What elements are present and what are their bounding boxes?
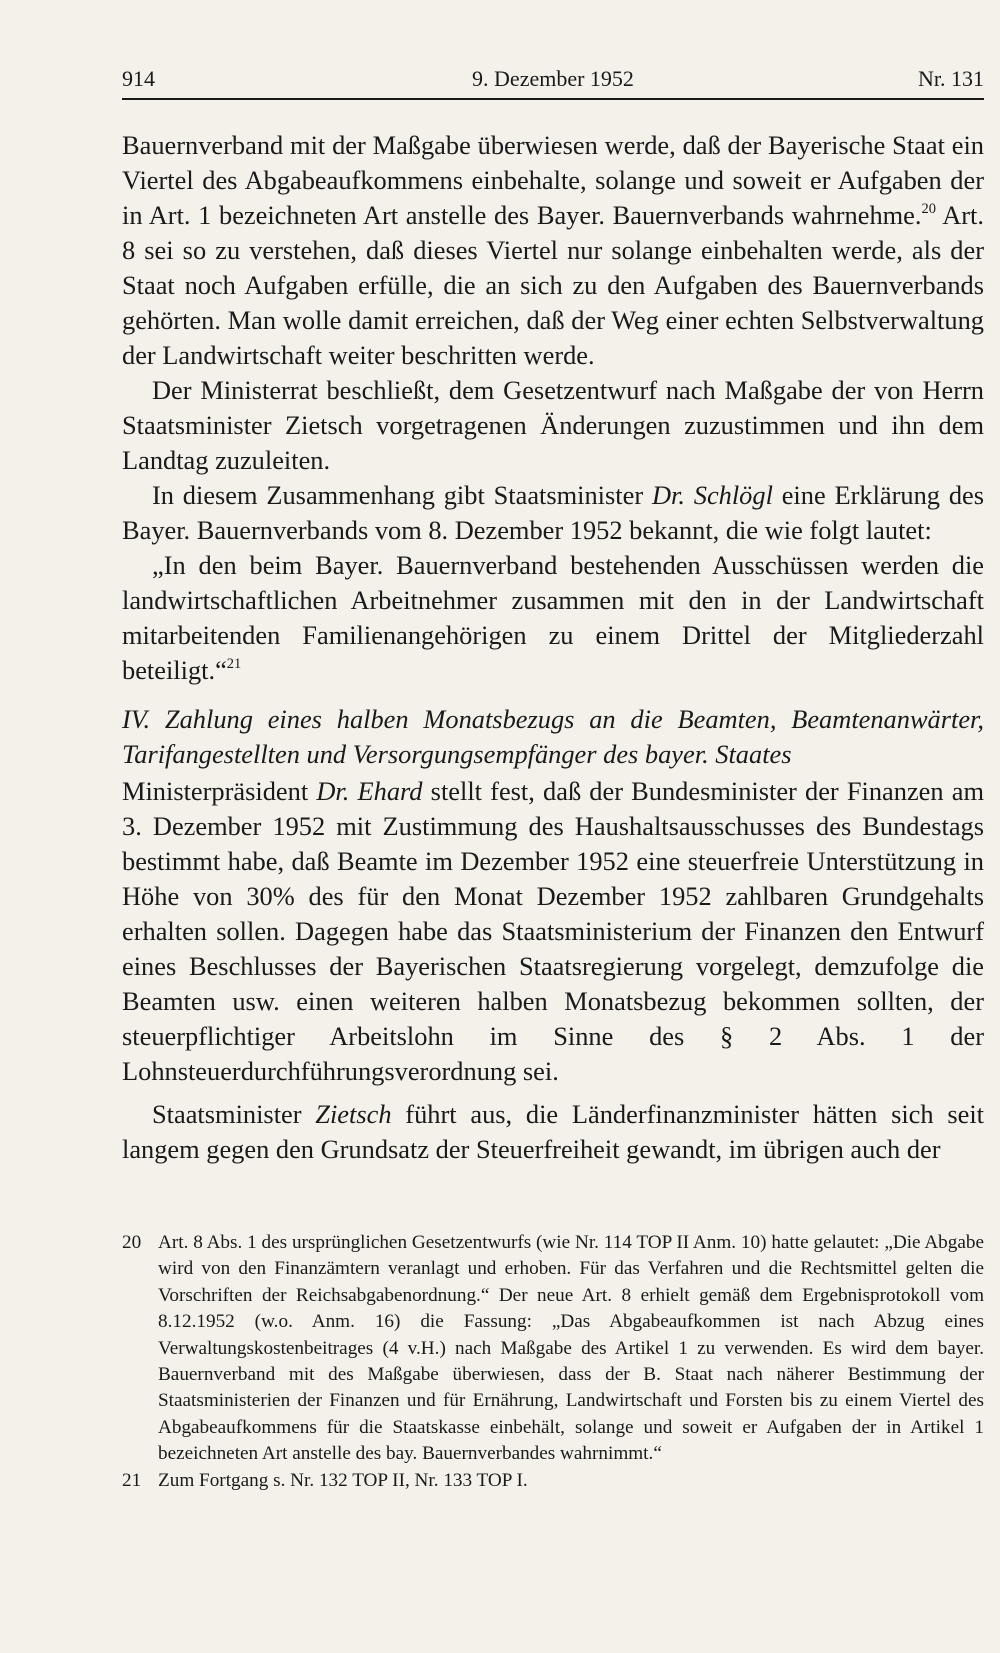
paragraph-text: führt aus, die Länderfinanzminister hätten sich seit langem gegen den Grundsatz der Steuerfreiheit gewandt, im übrigen auch der [122,1099,984,1164]
paragraph-ehard [122,774,984,1089]
footnote-text: Art. 8 Abs. 1 des ursprünglichen Gesetzentwurfs (wie Nr. 114 TOP II Anm. 10) hatte gelautet: „Die Abgabe wird von den Finanzämtern veranlagt und erhoben. Für das Verfahren und die Rechtsmittel gelten die Vorschriften der Reichsabgabenordnung.“ Der neue Art. 8 erhielt gemäß dem Ergebnisprotokoll vom 8.12.1952 (w.o. Anm. 16) die Fassung: „Das Abgabeaufkommen ist nach Abzug eines Verwaltungskostenbeitrages (4 v.H.) nach Maßgabe des Artikel 1 zu verwenden. Es wird dem bayer. Bauernverband mit des Maßgabe überwiesen, dass der B. Staat nach näherer Bestimmung der Staatsministerien der Finanzen und für Ernährung, Landwirtschaft und Forsten bis zu einem Viertel des Abgabeaufkommens für die Staatskasse einbehält, solange und soweit er Aufgaben der in Artikel 1 bezeichneten Art anstelle des bay. Bauernverbandes wahrnimmt.“ [158,1232,984,1465]
person-name: Zietsch [315,1099,392,1129]
section-heading: IV. Zahlung eines halben Monatsbezugs an die Beamten, Beamtenanwärter, Tarifangestellten und Versorgungsempfänger des bayer. Staates [122,704,984,769]
paragraph-text: In diesem Zusammenhang gibt Staatsminister [152,480,652,510]
paragraph-text: eine Erklärung des Bayer. Bauernverbands vom 8. Dezember 1952 bekannt, die wie folgt lautet: [122,480,984,545]
paragraph-statement-intro [122,478,984,548]
header-date: 9. Dezember 1952 [472,66,634,91]
paragraph-continuation [122,128,984,373]
paragraph-text: Ministerpräsident [122,776,317,806]
footnote-number: 21 [122,1469,142,1491]
footnote-text: Zum Fortgang s. Nr. 132 TOP II, Nr. 133 TOP I. [158,1469,528,1491]
paragraph-quote [122,548,984,688]
paragraph-decision: Der Ministerrat beschließt, dem Gesetzentwurf nach Maßgabe der von Herrn Staatsminister Zietsch vorgetragenen Änderungen zuzustimmen und ihn dem Landtag zuzuleiten. [122,375,984,475]
main-text [122,128,984,1167]
quote-text: „In den beim Bayer. Bauernverband bestehenden Ausschüssen werden die landwirtschaftlichen Arbeitnehmer zusammen mit den in der Landwirtschaft mitarbeitenden Familienangehörigen zu einem Drittel der Mitgliederzahl beteiligt.“ [122,550,984,685]
paragraph-text: stellt fest, daß der Bundesminister der Finanzen am 3. Dezember 1952 mit Zustimmung des Haushaltsausschusses des Bundestags bestimmt habe, daß Beamte im Dezember 1952 eine steuerfreie Unterstützung in Höhe von 30% des für den Monat Dezember 1952 zahlbaren Grundgehalts erhalten sollen. Dagegen habe das Staatsministerium der Finanzen den Entwurf eines Beschlusses der Bayerischen Staatsregierung vorgelegt, demzufolge die Beamten usw. einen weiteren halben Monatsbezug bekommen sollten, der steuerpflichtiger Arbeitslohn im Sinne des § 2 Abs. 1 der Lohnsteuerdurchführungsverordnung sei. [122,776,984,1086]
paragraph-text: Staatsminister [152,1099,316,1129]
footnote-21 [122,1468,984,1494]
footnote-number: 20 [122,1232,142,1253]
header-document-number: Nr. 131 [918,66,984,91]
footnote-20 [122,1230,984,1468]
header-page-number: 914 [122,66,155,91]
paragraph-text: Bauernverband mit der Maßgabe überwiesen werde, daß der Bayerische Staat ein Viertel des Abgabeaufkommens einbehalte, solange und soweit er Aufgaben der in Art. 1 bezeichneten Art anstelle des Bayer. Bauernverbands wahrnehme. [122,130,984,230]
footnotes [122,1230,984,1494]
person-name: Dr. Ehard [316,776,423,806]
person-name: Dr. Schlögl [651,480,773,510]
running-header [122,58,984,100]
footnote-ref-20: 20 [921,201,937,218]
footnote-ref-21: 21 [226,656,242,673]
paragraph-text: Art. 8 sei so zu verstehen, daß dieses Viertel nur solange einbehalten werde, als der Staat noch Aufgaben erfülle, die an sich zu den Aufgaben des Bauernverbands gehörten. Man wolle damit erreichen, daß der Weg einer echten Selbstverwaltung der Landwirtschaft weiter beschritten werde. [122,200,984,370]
paragraph-zietsch [122,1097,984,1167]
